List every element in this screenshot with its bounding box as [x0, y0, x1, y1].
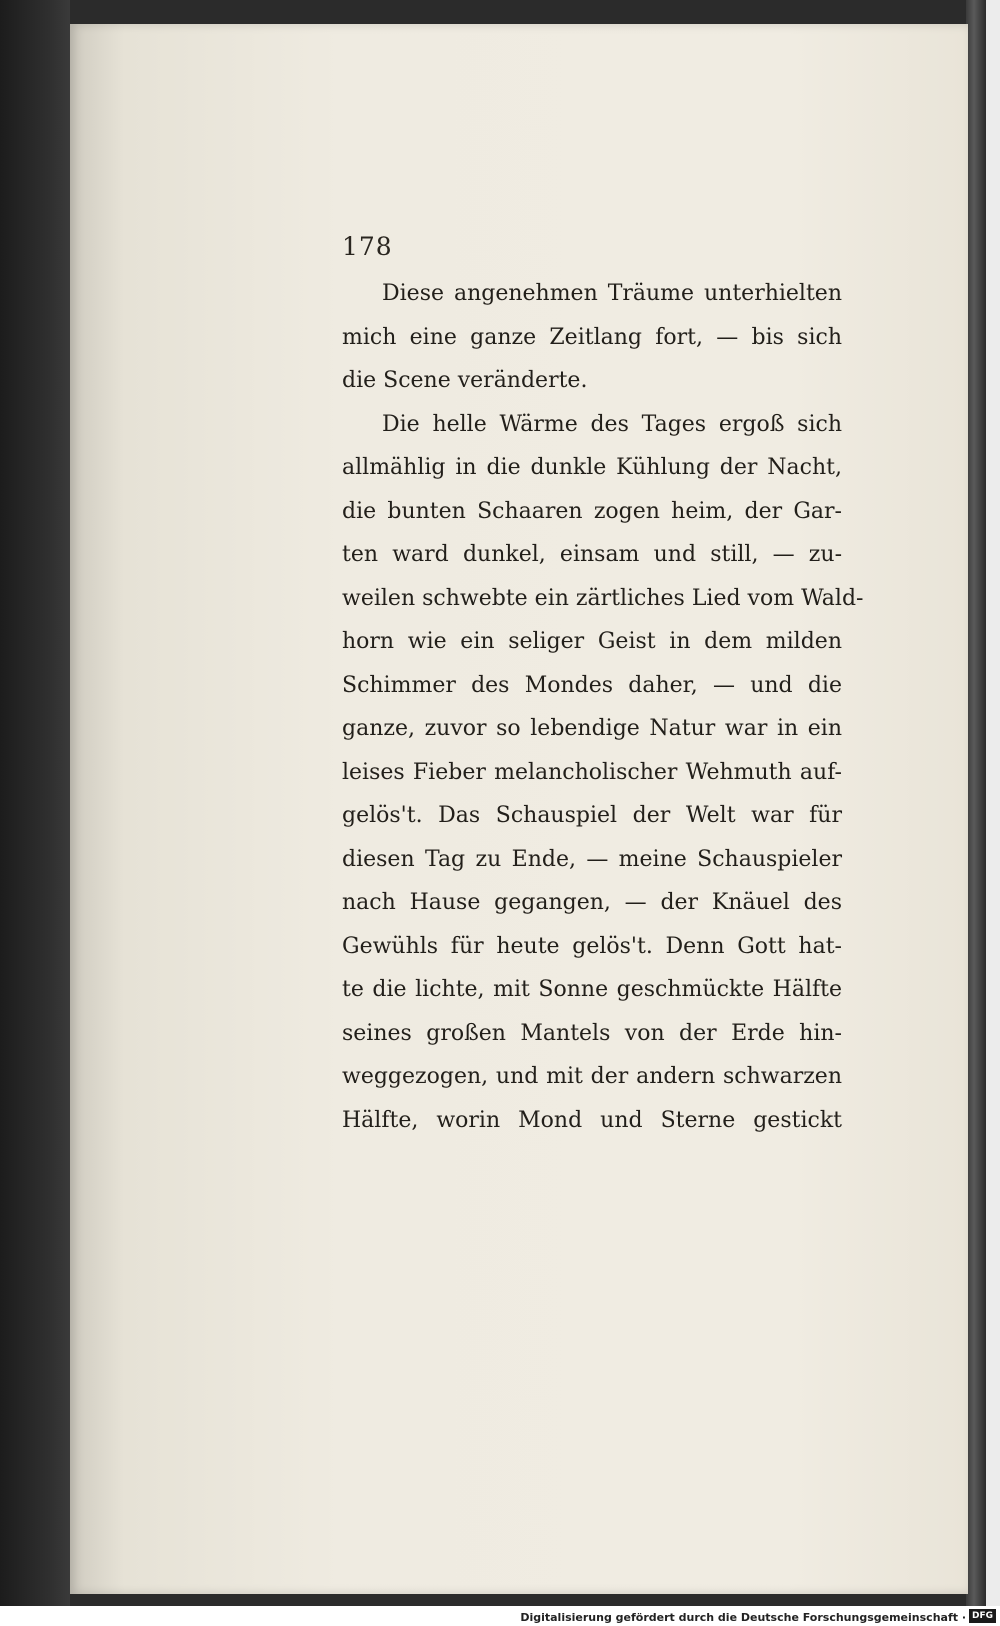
- text-line: die Scene veränderte.: [342, 368, 588, 393]
- dfg-logo: DFG: [969, 1609, 996, 1623]
- text-line: horn wie ein seliger Geist in dem milden: [342, 629, 842, 654]
- funding-credit: Digitalisierung gefördert durch die Deutsche Forschungsgemeinschaft ·: [520, 1611, 966, 1624]
- text-line: gelös't. Das Schauspiel der Welt war für: [342, 803, 842, 828]
- text-line: Die helle Wärme des Tages ergoß sich: [382, 411, 842, 437]
- text-line: seines großen Mantels von der Erde hin-: [342, 1020, 842, 1046]
- text-line: Diese angenehmen Träume unterhielten: [382, 281, 842, 306]
- text-line: Hälfte, worin Mond und Sterne gestickt: [342, 1107, 842, 1133]
- page-edge: [966, 0, 986, 1606]
- text-line: mich eine ganze Zeitlang fort, — bis sich: [342, 324, 842, 350]
- text-line: ganze, zuvor so lebendige Natur war in ein: [342, 716, 842, 741]
- text-line: Gewühls für heute gelös't. Denn Gott hat-: [342, 933, 842, 959]
- text-line: die bunten Schaaren zogen heim, der Gar-: [342, 498, 842, 524]
- book-spine: [0, 0, 70, 1606]
- text-line: leises Fieber melancholischer Wehmuth auf-: [342, 759, 842, 785]
- text-line: nach Hause gegangen, — der Knäuel des: [342, 890, 842, 915]
- text-line: allmählig in die dunkle Kühlung der Nacht,: [342, 455, 842, 480]
- text-line: ten ward dunkel, einsam und still, — zu-: [342, 542, 842, 567]
- text-line: te die lichte, mit Sonne geschmückte Hälfte: [342, 977, 842, 1002]
- body-text: [342, 272, 864, 1142]
- text-line: diesen Tag zu Ende, — meine Schauspieler: [342, 846, 842, 872]
- page-number: 178: [342, 232, 393, 261]
- text-line: Schimmer des Mondes daher, — und die: [342, 672, 842, 698]
- text-line: weggezogen, und mit der andern schwarzen: [342, 1064, 842, 1089]
- text-line: weilen schwebte ein zärtliches Lied vom Wald-: [342, 585, 864, 611]
